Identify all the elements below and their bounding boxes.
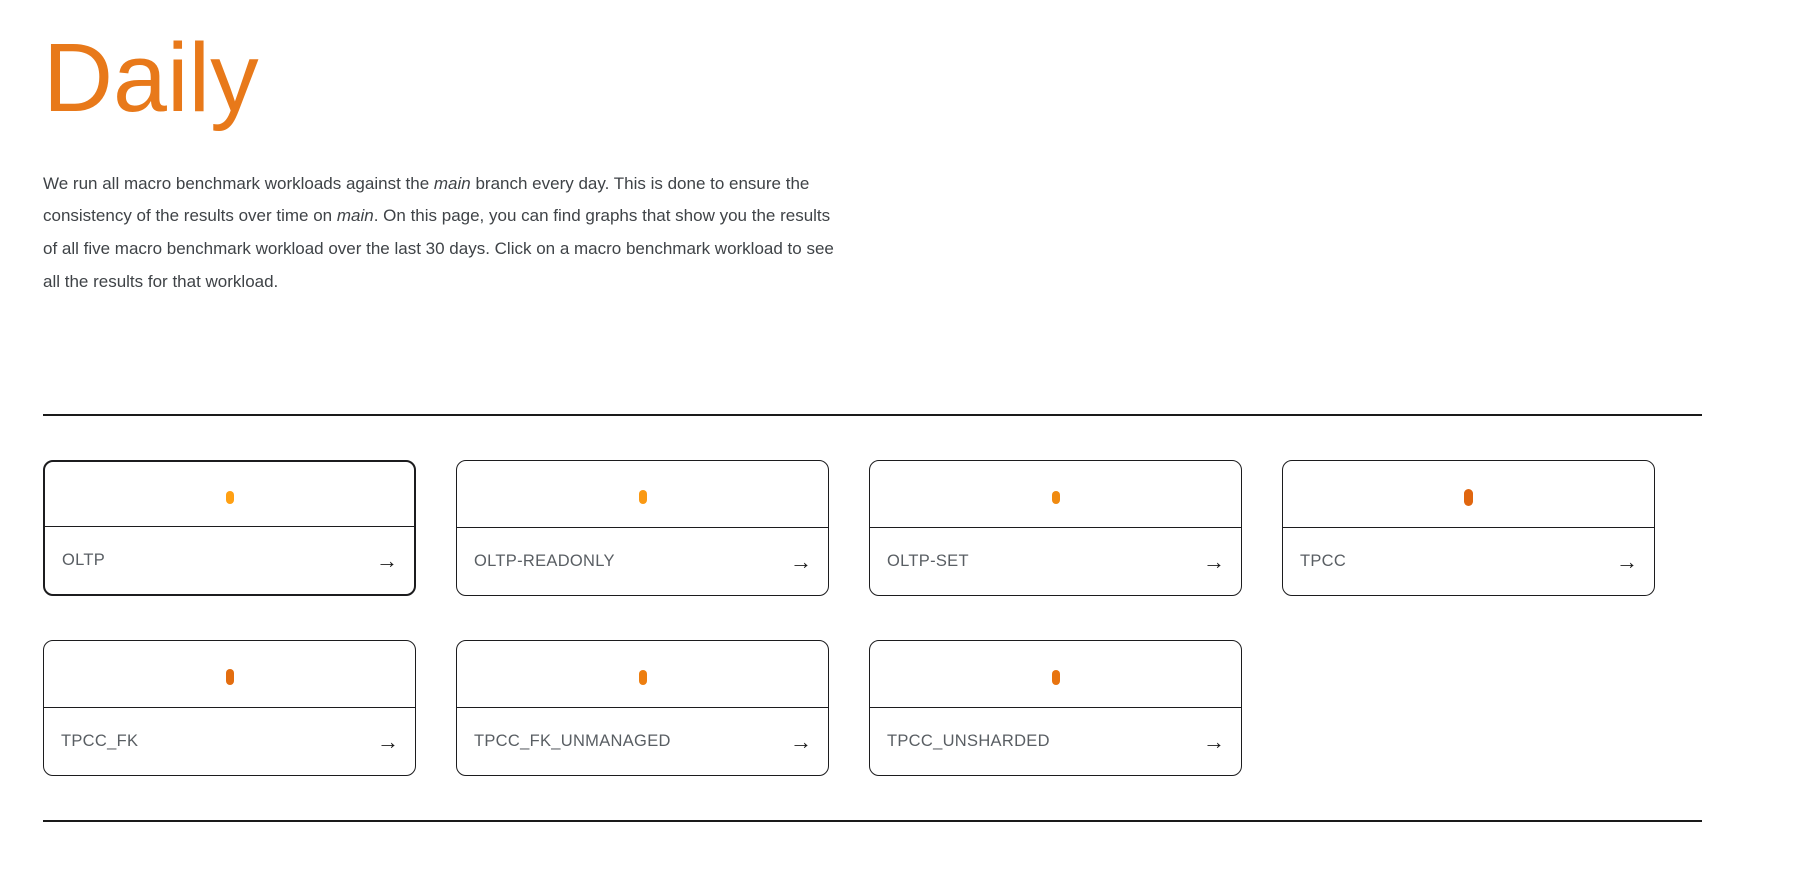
sparkline-pill-icon bbox=[1052, 491, 1060, 504]
workload-card[interactable] bbox=[43, 640, 416, 776]
sparkline-pill-icon bbox=[639, 670, 647, 685]
top-divider bbox=[43, 414, 1702, 416]
workload-card[interactable] bbox=[43, 460, 416, 596]
workload-card-chart-area bbox=[870, 641, 1241, 707]
workload-card-footer bbox=[44, 707, 415, 775]
workload-label: TPCC_FK bbox=[61, 732, 139, 751]
workload-label: OLTP bbox=[62, 551, 106, 570]
page-content bbox=[0, 24, 1795, 822]
bottom-divider bbox=[43, 820, 1702, 822]
workload-card-footer bbox=[457, 527, 828, 595]
arrow-right-icon: → bbox=[1203, 548, 1225, 574]
workload-label: OLTP-READONLY bbox=[474, 552, 615, 571]
arrow-right-icon: → bbox=[1203, 728, 1225, 754]
workload-card-chart-area bbox=[45, 462, 414, 526]
sparkline-pill-icon bbox=[1464, 489, 1473, 506]
workload-card-chart-area bbox=[1283, 461, 1654, 527]
workload-card-footer bbox=[457, 707, 828, 775]
sparkline-pill-icon bbox=[639, 490, 647, 504]
sparkline-pill-icon bbox=[226, 669, 234, 685]
arrow-right-icon: → bbox=[376, 547, 398, 573]
workload-label: OLTP-SET bbox=[887, 552, 969, 571]
workload-card[interactable] bbox=[456, 640, 829, 776]
workload-label: TPCC_UNSHARDED bbox=[887, 732, 1050, 751]
workload-card[interactable] bbox=[1282, 460, 1655, 596]
workload-card[interactable] bbox=[869, 640, 1242, 776]
workload-card-footer bbox=[1283, 527, 1654, 595]
arrow-right-icon: → bbox=[377, 728, 399, 754]
workload-card-chart-area bbox=[457, 461, 828, 527]
workload-card-chart-area bbox=[457, 641, 828, 707]
arrow-right-icon: → bbox=[1616, 548, 1638, 574]
page-title: Daily bbox=[43, 23, 259, 132]
sparkline-pill-icon bbox=[1052, 670, 1060, 685]
workload-label: TPCC_FK_UNMANAGED bbox=[474, 732, 671, 751]
workload-card-chart-area bbox=[870, 461, 1241, 527]
sparkline-pill-icon bbox=[226, 491, 234, 504]
arrow-right-icon: → bbox=[790, 548, 812, 574]
workload-card-footer bbox=[870, 707, 1241, 775]
workload-card[interactable] bbox=[869, 460, 1242, 596]
workload-label: TPCC bbox=[1300, 552, 1347, 571]
workload-card-footer bbox=[870, 527, 1241, 595]
intro-paragraph: We run all macro benchmark workloads against the main branch every day. This is done to ensure the consistency of the results over time on main. On this page, you can find graphs that show you the results of all five macro benchmark workload over the last 30 days. Click on a macro benchmark workload to see all the results for that workload. bbox=[43, 173, 834, 291]
workload-card-footer bbox=[45, 526, 414, 594]
workload-cards-grid bbox=[43, 460, 1702, 776]
arrow-right-icon: → bbox=[790, 728, 812, 754]
workload-card-chart-area bbox=[44, 641, 415, 707]
workload-card[interactable] bbox=[456, 460, 829, 596]
